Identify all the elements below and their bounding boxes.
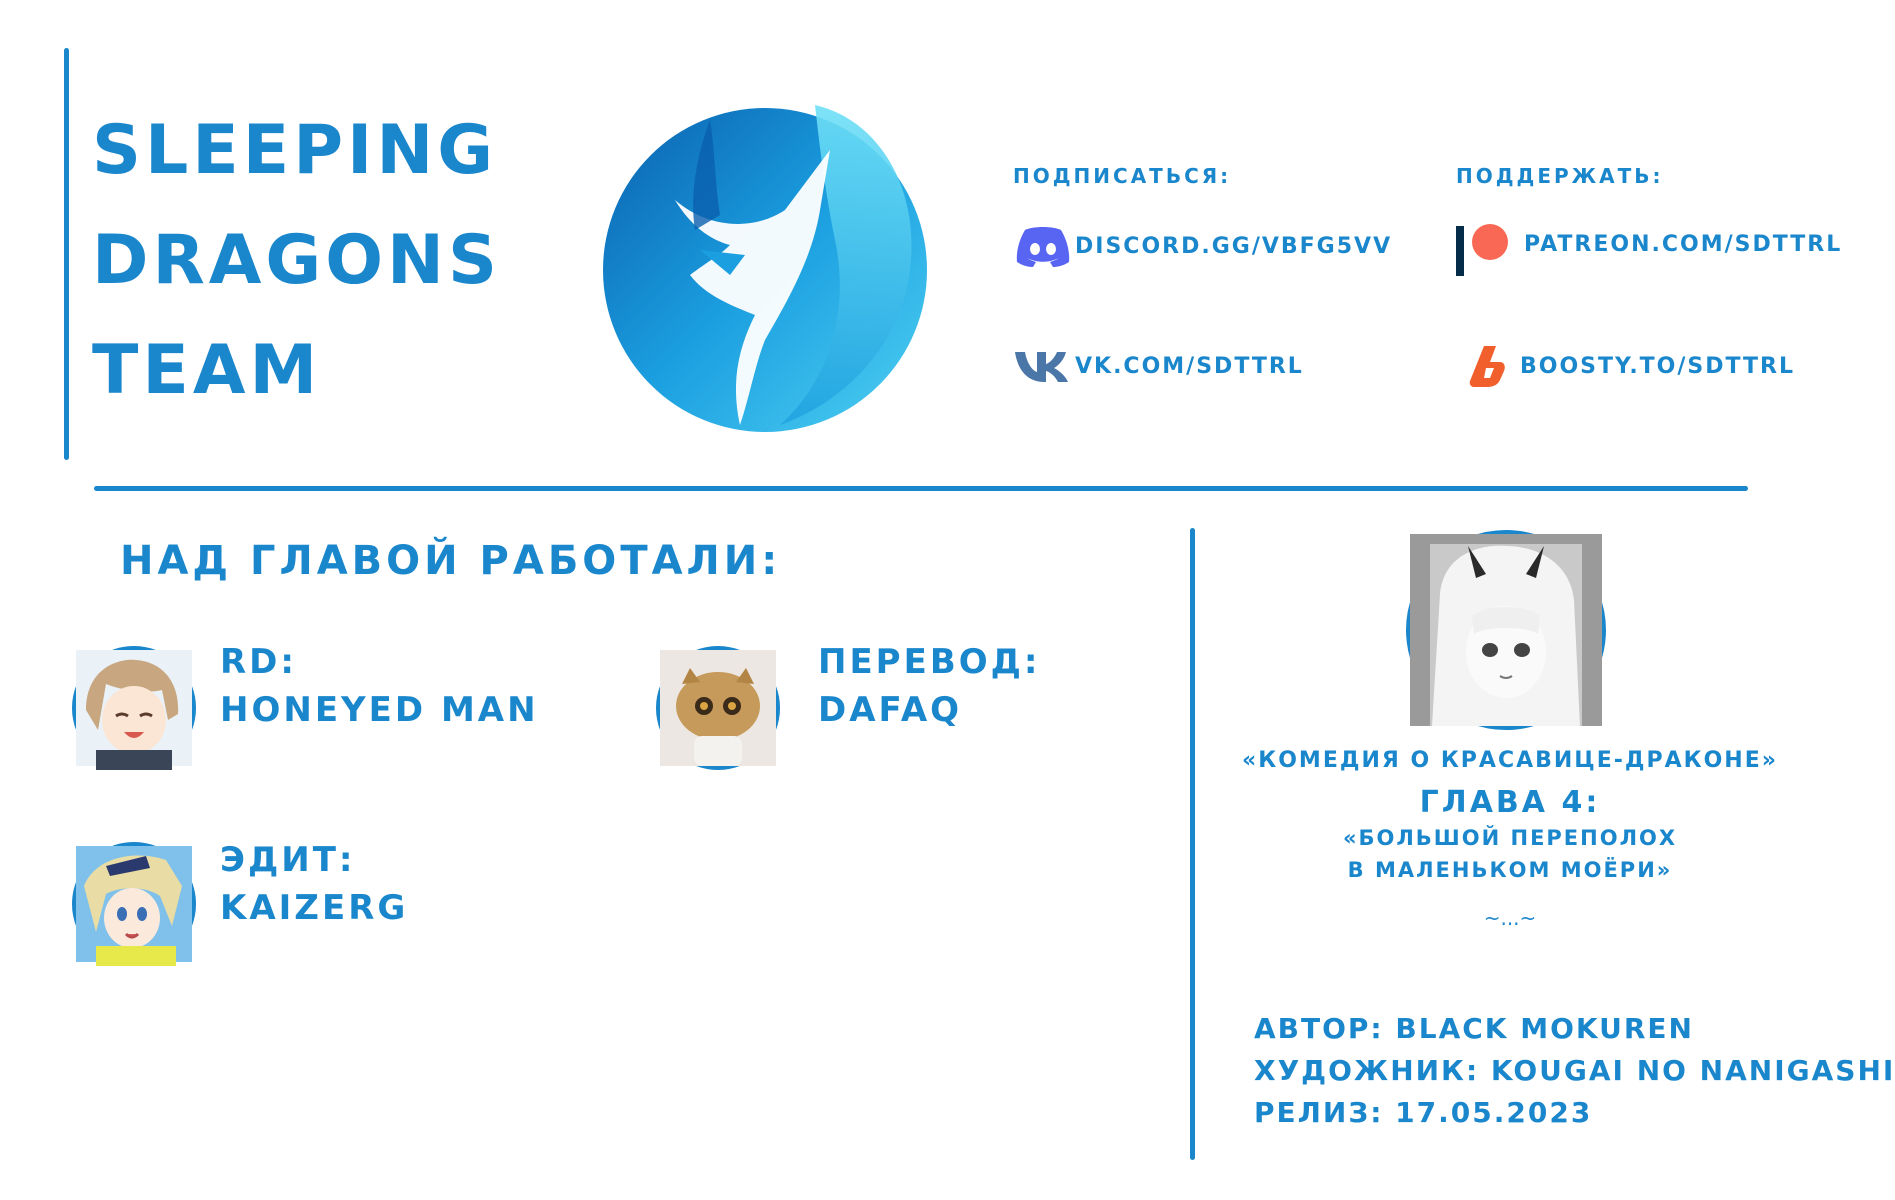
credit-translation-name: DAFAQ [818, 690, 963, 730]
discord-link[interactable] [1013, 224, 1392, 268]
boosty-link-text[interactable]: BOOSTY.TO/SDTTRL [1520, 353, 1795, 379]
credits-heading: НАД ГЛАВОЙ РАБОТАЛИ: [120, 538, 782, 584]
credit-rd-name: HONEYED MAN [220, 690, 539, 730]
chapter-number: ГЛАВА 4: [1419, 785, 1601, 820]
release-date: РЕЛИЗ: 17.05.2023 [1254, 1096, 1593, 1129]
team-name-line: SLEEPING [92, 111, 498, 190]
chapter-subtitle-line1: «БОЛЬШОЙ ПЕРЕПОЛОХ [1342, 826, 1678, 850]
credit-edit-name: KAIZERG [220, 888, 409, 928]
subscribe-heading: ПОДПИСАТЬСЯ: [1013, 164, 1232, 188]
credit-rd [220, 638, 539, 734]
vk-icon [1013, 344, 1063, 388]
manga-cover-avatar [1406, 530, 1606, 730]
boosty-link[interactable] [1468, 344, 1795, 388]
vertical-divider [1190, 528, 1195, 1160]
credit-edit-role: ЭДИТ: [220, 840, 356, 880]
manga-author: АВТОР: BLACK MOKUREN [1254, 1012, 1694, 1045]
vk-link-text[interactable]: VK.COM/SDTTRL [1075, 353, 1304, 379]
dragon-logo-icon [580, 80, 950, 440]
horizontal-divider [94, 486, 1748, 491]
credit-rd-role: RD: [220, 642, 297, 682]
credit-translation [818, 638, 1041, 734]
patreon-link-text[interactable]: PATREON.COM/SDTTRL [1524, 231, 1843, 257]
team-name-line: DRAGONS [92, 221, 501, 300]
avatar-edit [72, 842, 196, 966]
chapter-subtitle-line2: В МАЛЕНЬКОМ МОЁРИ» [1347, 858, 1673, 882]
manga-artist: ХУДОЖНИК: KOUGAI NO NANIGASHI [1254, 1054, 1895, 1087]
manga-info [1200, 748, 1820, 930]
avatar-translation [656, 646, 780, 770]
credit-translation-role: ПЕРЕВОД: [818, 642, 1041, 682]
team-name-line: TEAM [92, 331, 322, 410]
discord-icon [1013, 224, 1063, 268]
patreon-link[interactable] [1452, 222, 1842, 266]
vk-link[interactable] [1013, 344, 1304, 388]
boosty-icon [1468, 344, 1508, 388]
discord-link-text[interactable]: DISCORD.GG/VBFG5VV [1075, 233, 1393, 259]
avatar-rd [72, 646, 196, 770]
team-name [92, 96, 501, 426]
patreon-icon [1452, 222, 1512, 266]
separator: ~...~ [1483, 906, 1537, 930]
support-heading: ПОДДЕРЖАТЬ: [1456, 164, 1664, 188]
left-accent-line [64, 48, 69, 460]
credit-edit [220, 836, 408, 932]
manga-title: «КОМЕДИЯ О КРАСАВИЦЕ-ДРАКОНЕ» [1242, 748, 1778, 773]
